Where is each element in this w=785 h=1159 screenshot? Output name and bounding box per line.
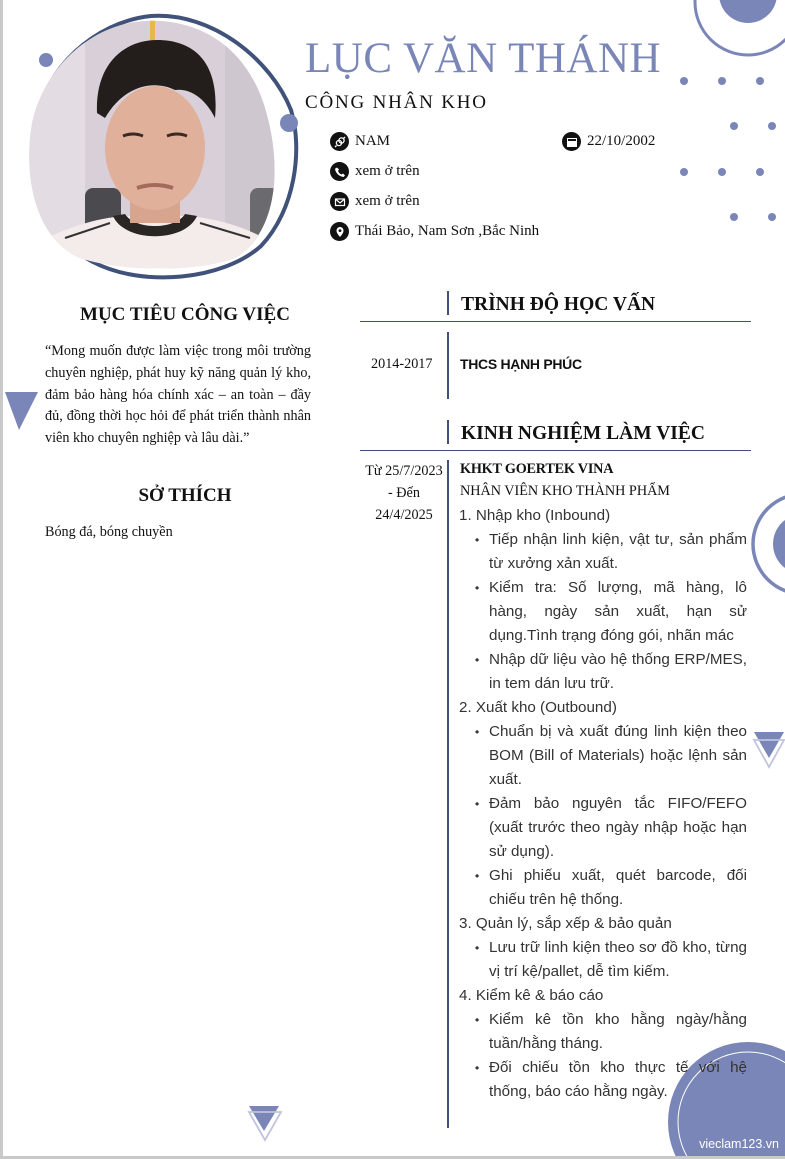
duty-group-heading: 4. Kiểm kê & báo cáo xyxy=(459,987,604,1004)
duty-group-heading: 3. Quản lý, sắp xếp & bảo quản xyxy=(459,915,672,932)
duty-item: • Đối chiếu tồn kho thực tế với hệ thống, báo cáo hằng ngày. xyxy=(489,1056,747,1104)
birthday-value: 22/10/2002 xyxy=(587,133,656,149)
divider xyxy=(447,420,449,444)
contact-birthday xyxy=(562,132,655,151)
contact-address xyxy=(330,222,539,241)
duty-group-heading: 2. Xuất kho (Outbound) xyxy=(459,699,617,716)
experience-period: Từ 25/7/2023 - Đến 24/4/2025 xyxy=(365,463,443,523)
phone-icon xyxy=(330,162,349,181)
contact-gender xyxy=(330,132,390,151)
education-heading: TRÌNH ĐỘ HỌC VẤN xyxy=(461,294,656,315)
duty-item: • Kiểm kê tồn kho hằng ngày/hằng tuần/hằng tháng. xyxy=(489,1008,747,1056)
candidate-name: LỤC VĂN THÁNH xyxy=(305,35,662,82)
objective-text: “Mong muốn được làm việc trong môi trường chuyên nghiệp, phát huy kỹ năng quản lý kho, đảm bảo hàng hóa chính xác – an toàn – đầy đủ, đồng thời học hỏi để phát triển thành nhân viên kho chuyên nghiệp và lâu dài.” xyxy=(45,343,311,447)
phone-value: xem ở trên xyxy=(355,163,420,179)
duty-item: • Chuẩn bị và xuất đúng linh kiện theo BOM (Bill of Materials) hoặc lệnh sản xuất. xyxy=(489,720,747,792)
duty-item: • Tiếp nhận linh kiện, vật tư, sản phẩm từ xưởng xản xuất. xyxy=(489,528,747,576)
location-pin-icon xyxy=(330,222,349,241)
watermark: vieclam123.vn xyxy=(699,1137,779,1151)
gender-value: NAM xyxy=(355,133,391,149)
calendar-icon xyxy=(562,132,581,151)
divider xyxy=(360,450,751,451)
duty-item: • Nhập dữ liệu vào hệ thống ERP/MES, in tem dán lưu trữ. xyxy=(489,648,747,696)
education-period: 2014-2017 xyxy=(371,356,433,372)
duty-item: • Kiểm tra: Số lượng, mã hàng, lô hàng, ngày sản xuất, hạn sử dụng.Tình trạng đóng gói, nhãn mác xyxy=(489,576,747,648)
gender-icon xyxy=(330,132,349,151)
experience-company: KHKT GOERTEK VINA xyxy=(460,461,614,477)
job-title: CÔNG NHÂN KHO xyxy=(305,92,488,113)
cv-page xyxy=(3,0,785,1156)
contact-email xyxy=(330,192,420,211)
duty-list xyxy=(459,528,747,696)
contact-phone xyxy=(330,162,420,181)
divider xyxy=(360,321,751,322)
email-value: xem ở trên xyxy=(355,193,420,209)
objective-heading: MỤC TIÊU CÔNG VIỆC xyxy=(80,304,290,325)
divider xyxy=(447,332,449,399)
experience-duties xyxy=(459,504,747,1104)
divider xyxy=(447,460,449,1128)
duty-list xyxy=(459,720,747,912)
duty-list xyxy=(459,1008,747,1104)
duty-item: • Đảm bảo nguyên tắc FIFO/FEFO (xuất trước theo ngày nhập hoặc hạn sử dụng). xyxy=(489,792,747,864)
experience-role: NHÂN VIÊN KHO THÀNH PHẨM xyxy=(460,483,670,499)
divider xyxy=(447,291,449,315)
hobbies-text: Bóng đá, bóng chuyền xyxy=(45,524,173,540)
avatar-photo xyxy=(25,18,280,270)
address-value: Thái Bảo, Nam Sơn ,Bắc Ninh xyxy=(355,223,540,239)
duty-list xyxy=(459,936,747,984)
experience-heading: KINH NGHIỆM LÀM VIỆC xyxy=(461,423,705,444)
duty-item: • Lưu trữ linh kiện theo sơ đồ kho, từng vị trí kệ/pallet, dễ tìm kiếm. xyxy=(489,936,747,984)
duty-item: • Ghi phiếu xuất, quét barcode, đối chiếu trên hệ thống. xyxy=(489,864,747,912)
hobbies-heading: SỞ THÍCH xyxy=(138,485,232,506)
mail-icon xyxy=(330,192,349,211)
education-school: THCS HẠNH PHÚC xyxy=(460,356,582,372)
duty-group-heading: 1. Nhập kho (Inbound) xyxy=(459,507,611,524)
